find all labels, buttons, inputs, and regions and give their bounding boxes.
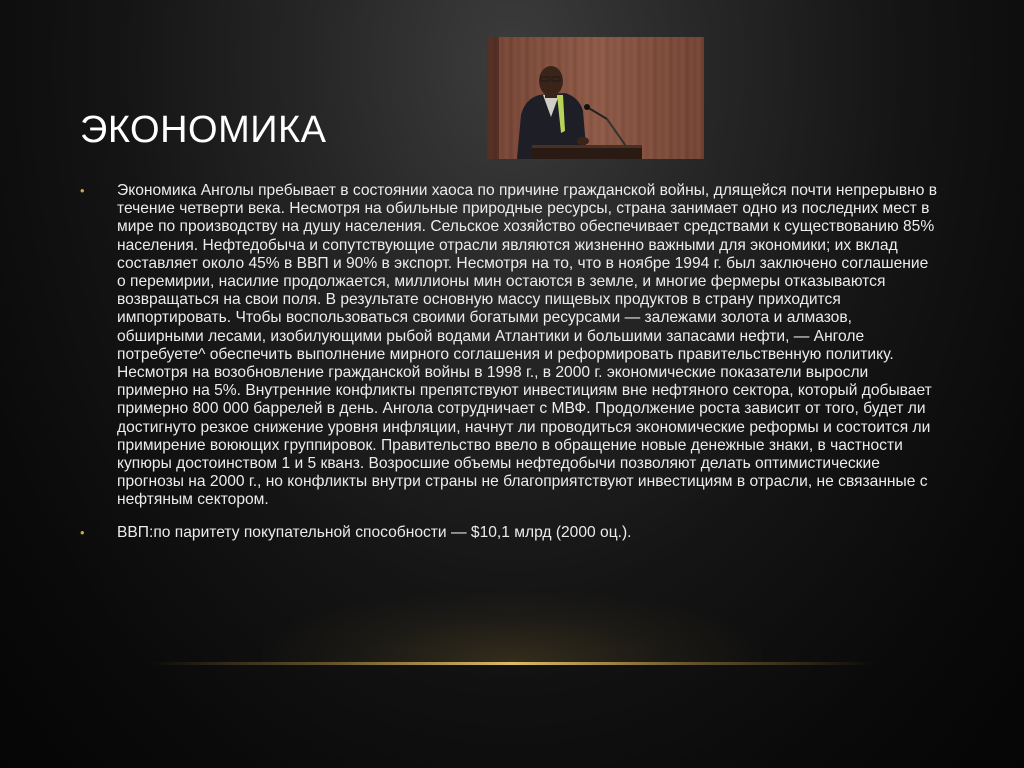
- speaker-photo-graphic: [487, 37, 704, 159]
- decorative-gold-line: [150, 662, 874, 665]
- bullet-text: Экономика Анголы пребывает в состоянии хаоса по причине гражданской войны, длящейся почти непрерывно в течение четверти века. Несмотря на обильные природные ресурсы, страна занимает одно из последних мест в мире по производству на душу населения. Сельское хозяйство обеспечивает средствами к существованию 85% населения. Нефтедобыча и сопутствующие отрасли являются жизненно важными для экономики; их вклад составляет около 45% в ВВП и 90% в экспорт. Несмотря на то, что в ноябре 1994 г. был заключено соглашение о перемирии, насилие продолжается, миллионы мин остаются в земле, и многие фермеры отказываются возвращаться на свои поля. В результате основную массу пищевых продуктов в страну приходится импортировать. Чтобы воспользоваться своими богатыми ресурсами — залежами золота и алмазов, обширными лесами, изобилующими рыбой водами Атлантики и большими запасами нефти, — Анголе потребуете^ обеспечить выполнение мирного соглашения и реформировать правительственную политику. Несмотря на возобновление гражданской войны в 1998 г., в 2000 г. экономические показатели выросли примерно на 5%. Внутренние конфликты препятствуют инвестициям вне нефтяного сектора, который добывает примерно 800 000 баррелей в день. Ангола сотрудничает с МВФ. Продолжение роста зависит от того, будет ли достигнуто резкое снижение уровня инфляции, начнут ли проводиться экономические реформы и состоится ли примирение воюющих группировок. Правительство ввело в обращение новые денежные знаки, в частности купюры достоинством 1 и 5 кванз. Возросшие объемы нефтедобычи позволяют делать оптимистические прогнозы на 2000 г., но конфликты внутри страны не благоприятствуют инвестициям в отрасли, не связанные с нефтяным сектором.: [117, 182, 938, 509]
- bullet-list: [80, 182, 940, 556]
- bullet-dot-icon: •: [80, 183, 85, 198]
- bullet-item-economy: [80, 182, 940, 510]
- bullet-item-gdp: [80, 524, 940, 542]
- bullet-dot-icon: •: [80, 524, 85, 540]
- decorative-glow: [262, 592, 762, 662]
- slide-title: ЭКОНОМИКА: [80, 109, 327, 151]
- speaker-photo: [487, 37, 704, 159]
- bullet-text: ВВП:по паритету покупательной способности — $10,1 млрд (2000 оц.).: [117, 523, 632, 541]
